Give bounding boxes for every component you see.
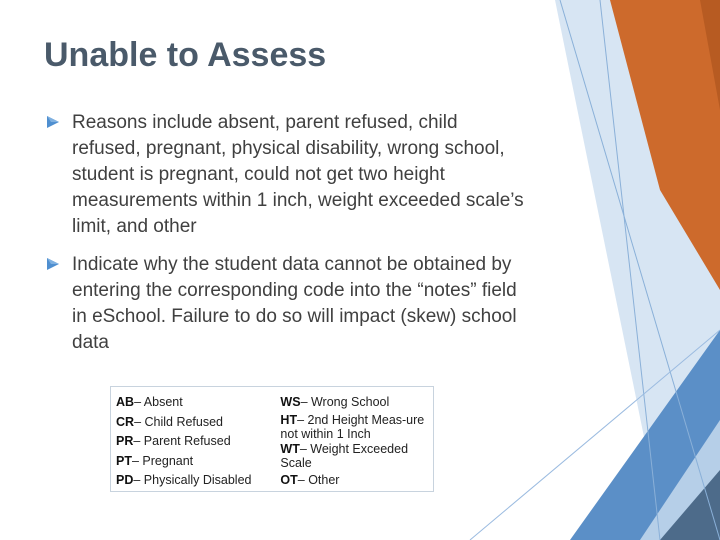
code-abbreviation: PD <box>116 473 134 487</box>
code-row-absent <box>116 393 280 413</box>
slide-title: Unable to Assess <box>44 36 327 74</box>
code-row-child-refused <box>116 413 280 433</box>
code-label: – Other <box>297 472 340 487</box>
code-label: – Physically Disabled <box>133 473 252 487</box>
triangle-bullet-icon <box>46 257 60 271</box>
code-row-physically-disabled <box>116 471 280 491</box>
code-abbreviation: WT <box>280 441 300 456</box>
code-label: – Absent <box>134 395 183 409</box>
code-abbreviation: HT <box>280 412 298 427</box>
code-row-other <box>280 471 429 491</box>
code-label: – Parent Refused <box>133 434 231 448</box>
code-label: – Child Refused <box>134 414 224 429</box>
bullet-item <box>46 252 526 356</box>
code-abbreviation: PR <box>116 434 134 448</box>
code-row-wrong-school <box>280 393 429 413</box>
bullet-list <box>46 110 526 368</box>
code-legend-left-column <box>116 393 280 491</box>
code-label: – Weight Exceeded Scale <box>280 441 409 470</box>
triangle-bullet-icon <box>46 115 60 129</box>
code-legend-box <box>110 386 434 492</box>
code-abbreviation: CR <box>116 414 135 429</box>
code-legend-right-column <box>280 393 429 491</box>
bullet-item <box>46 110 526 240</box>
code-row-height <box>280 413 429 442</box>
code-row-weight <box>280 442 429 471</box>
code-row-parent-refused <box>116 432 280 452</box>
code-abbreviation: PT <box>116 453 132 468</box>
code-abbreviation: OT <box>280 472 298 487</box>
code-abbreviation: WS <box>280 395 301 409</box>
bullet-text: Reasons include absent, parent refused, child refused, pregnant, physical disability, wrong school, student is pregnant, could not get two height measurements within 1 inch, weight exceeded scale’s limit, and other <box>72 112 524 237</box>
code-label: – Pregnant <box>131 453 194 468</box>
code-label: – 2nd Height Meas-ure not within 1 Inch <box>280 412 425 441</box>
code-row-pregnant <box>116 452 280 472</box>
code-label: – Wrong School <box>300 395 390 409</box>
bullet-text: Indicate why the student data cannot be obtained by entering the corresponding code into the “notes” field in eSchool. Failure to do so will impact (skew) school data <box>72 254 517 353</box>
code-abbreviation: AB <box>116 395 135 409</box>
